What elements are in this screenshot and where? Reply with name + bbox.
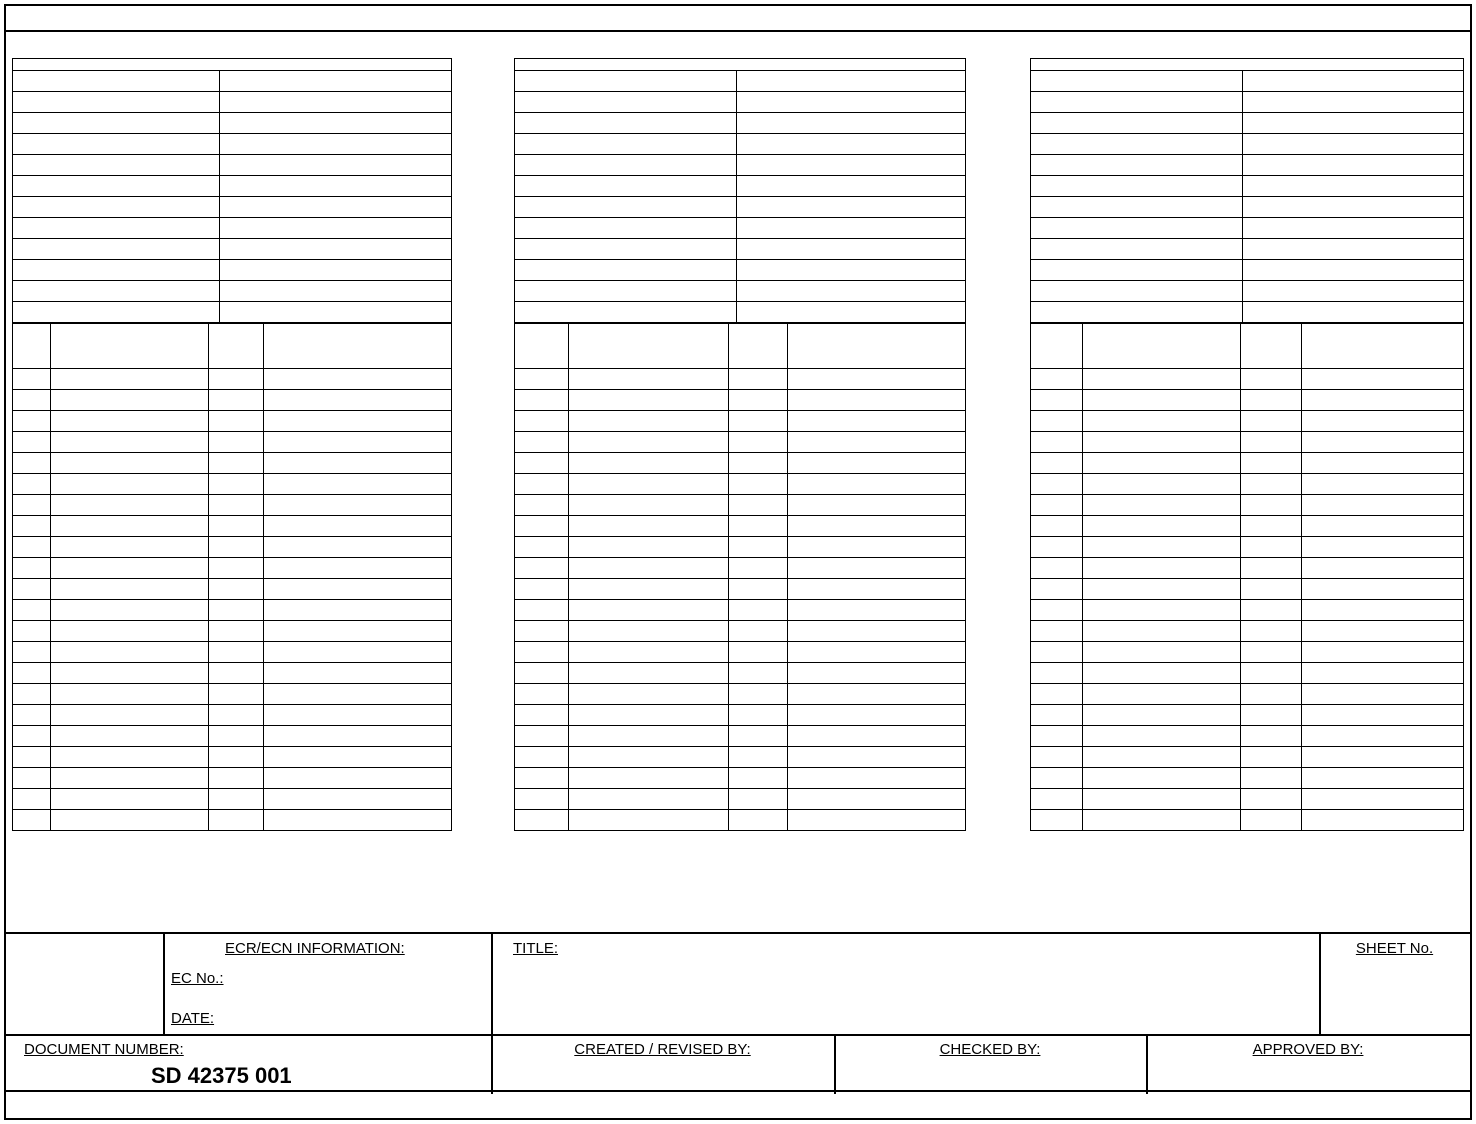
table-row[interactable] bbox=[13, 495, 452, 516]
title-block-logo-cell bbox=[6, 934, 163, 1034]
table-row[interactable] bbox=[515, 789, 966, 810]
table-row[interactable] bbox=[515, 390, 966, 411]
table-row[interactable] bbox=[1031, 768, 1464, 789]
table-row[interactable] bbox=[1031, 558, 1464, 579]
table-row[interactable] bbox=[13, 642, 452, 663]
table-row[interactable] bbox=[515, 537, 966, 558]
table-row[interactable] bbox=[515, 663, 966, 684]
revision-block-left bbox=[12, 58, 452, 831]
table-row[interactable] bbox=[515, 239, 966, 260]
table-row[interactable] bbox=[515, 71, 966, 92]
table-row[interactable] bbox=[13, 600, 452, 621]
table-row[interactable] bbox=[515, 453, 966, 474]
table-row[interactable] bbox=[515, 113, 966, 134]
sheet-no-cell[interactable] bbox=[1319, 934, 1470, 1034]
table-row[interactable] bbox=[515, 134, 966, 155]
table-row[interactable] bbox=[1031, 260, 1464, 281]
table-row[interactable] bbox=[515, 474, 966, 495]
table-row[interactable] bbox=[13, 134, 452, 155]
table-row[interactable] bbox=[1031, 302, 1464, 323]
table-row[interactable] bbox=[13, 726, 452, 747]
table-row[interactable] bbox=[13, 747, 452, 768]
revision-block-left-detail-table bbox=[12, 323, 452, 831]
table-row[interactable] bbox=[1031, 642, 1464, 663]
table-row[interactable] bbox=[1031, 432, 1464, 453]
created-revised-by-value[interactable] bbox=[491, 1064, 834, 1090]
table-row[interactable] bbox=[1031, 155, 1464, 176]
table-row[interactable] bbox=[1031, 71, 1464, 92]
document-number-cell[interactable] bbox=[6, 1036, 491, 1094]
table-row[interactable] bbox=[1031, 176, 1464, 197]
table-row[interactable] bbox=[1031, 684, 1464, 705]
approved-by-cell[interactable] bbox=[1146, 1036, 1470, 1094]
title-cell[interactable] bbox=[491, 934, 1319, 1034]
table-row[interactable] bbox=[13, 789, 452, 810]
revision-block-right bbox=[1030, 58, 1464, 831]
table-row[interactable] bbox=[1031, 726, 1464, 747]
revision-block-center bbox=[514, 58, 966, 831]
table-row[interactable] bbox=[1031, 810, 1464, 831]
revision-block-center-cap bbox=[514, 58, 966, 70]
table-row[interactable] bbox=[515, 155, 966, 176]
table-row[interactable] bbox=[13, 197, 452, 218]
table-row[interactable] bbox=[1031, 453, 1464, 474]
table-row[interactable] bbox=[13, 113, 452, 134]
table-row[interactable] bbox=[515, 281, 966, 302]
table-row[interactable] bbox=[515, 768, 966, 789]
table-row[interactable] bbox=[515, 705, 966, 726]
table-row[interactable] bbox=[13, 558, 452, 579]
title-value[interactable] bbox=[581, 940, 1301, 1020]
table-row[interactable] bbox=[515, 176, 966, 197]
date-value[interactable] bbox=[225, 1010, 473, 1028]
table-row[interactable] bbox=[13, 579, 452, 600]
title-label: TITLE: bbox=[513, 940, 559, 957]
table-row[interactable] bbox=[1031, 663, 1464, 684]
revision-block-left-cap bbox=[12, 58, 452, 70]
sheet-no-label: SHEET No. bbox=[1355, 940, 1434, 957]
table-row[interactable] bbox=[1031, 113, 1464, 134]
table-row[interactable] bbox=[515, 92, 966, 113]
created-revised-by-cell[interactable] bbox=[491, 1036, 834, 1094]
table-row[interactable] bbox=[1031, 369, 1464, 390]
table-row[interactable] bbox=[13, 768, 452, 789]
table-row[interactable] bbox=[13, 369, 452, 390]
table-row[interactable] bbox=[515, 516, 966, 537]
table-row[interactable] bbox=[1031, 239, 1464, 260]
table-row[interactable] bbox=[13, 663, 452, 684]
table-row[interactable] bbox=[13, 453, 452, 474]
table-row[interactable] bbox=[1031, 789, 1464, 810]
table-row[interactable] bbox=[13, 810, 452, 831]
table-row[interactable] bbox=[13, 684, 452, 705]
table-row[interactable] bbox=[1031, 281, 1464, 302]
revision-block-center-header-table bbox=[514, 70, 966, 323]
checked-by-value[interactable] bbox=[834, 1064, 1146, 1090]
document-number-value[interactable]: SD 42375 001 bbox=[151, 1063, 292, 1088]
checked-by-cell[interactable] bbox=[834, 1036, 1146, 1094]
table-row[interactable] bbox=[515, 642, 966, 663]
title-block-upper-row bbox=[6, 934, 1470, 1034]
ec-no-value[interactable] bbox=[233, 970, 473, 988]
table-row[interactable] bbox=[13, 302, 452, 323]
table-row[interactable] bbox=[13, 432, 452, 453]
date-label: DATE: bbox=[171, 1010, 215, 1027]
document-number-label: DOCUMENT NUMBER: bbox=[24, 1041, 184, 1058]
table-row[interactable] bbox=[515, 558, 966, 579]
table-row[interactable] bbox=[1031, 411, 1464, 432]
revision-block-left-header-table bbox=[12, 70, 452, 323]
table-row[interactable] bbox=[515, 432, 966, 453]
table-row[interactable] bbox=[1031, 516, 1464, 537]
revision-block-right-detail-table bbox=[1030, 323, 1464, 831]
table-row[interactable] bbox=[13, 176, 452, 197]
drawing-border-bottom-strip bbox=[4, 1090, 1472, 1120]
title-block-lower-row bbox=[6, 1034, 1470, 1092]
table-row[interactable] bbox=[515, 621, 966, 642]
table-row[interactable] bbox=[1031, 705, 1464, 726]
table-row[interactable] bbox=[1031, 324, 1464, 369]
table-row[interactable] bbox=[13, 411, 452, 432]
table-row[interactable] bbox=[1031, 218, 1464, 239]
table-row[interactable] bbox=[13, 705, 452, 726]
approved-by-label: APPROVED BY: bbox=[1252, 1041, 1364, 1058]
sheet-no-value[interactable] bbox=[1319, 974, 1470, 1014]
table-row[interactable] bbox=[515, 747, 966, 768]
table-row[interactable] bbox=[13, 92, 452, 113]
table-row[interactable] bbox=[13, 218, 452, 239]
table-row[interactable] bbox=[1031, 92, 1464, 113]
ecr-ecn-heading: ECR/ECN INFORMATION: bbox=[225, 940, 405, 957]
ecr-ecn-cell[interactable] bbox=[163, 934, 491, 1034]
revision-block-right-header-table bbox=[1030, 70, 1464, 323]
table-row[interactable] bbox=[1031, 474, 1464, 495]
table-row[interactable] bbox=[515, 218, 966, 239]
table-row[interactable] bbox=[515, 197, 966, 218]
revision-block-right-cap bbox=[1030, 58, 1464, 70]
table-row[interactable] bbox=[13, 239, 452, 260]
table-row[interactable] bbox=[13, 621, 452, 642]
table-row[interactable] bbox=[13, 281, 452, 302]
table-row[interactable] bbox=[13, 474, 452, 495]
table-row[interactable] bbox=[515, 302, 966, 323]
table-row[interactable] bbox=[515, 495, 966, 516]
table-row[interactable] bbox=[1031, 495, 1464, 516]
table-row[interactable] bbox=[515, 579, 966, 600]
ec-no-label: EC No.: bbox=[171, 970, 224, 987]
table-row[interactable] bbox=[13, 260, 452, 281]
approved-by-value[interactable] bbox=[1146, 1064, 1470, 1090]
table-row[interactable] bbox=[1031, 134, 1464, 155]
table-row[interactable] bbox=[515, 411, 966, 432]
table-row[interactable] bbox=[13, 390, 452, 411]
table-row[interactable] bbox=[13, 71, 452, 92]
revision-block-center-detail-table bbox=[514, 323, 966, 831]
table-row[interactable] bbox=[1031, 621, 1464, 642]
table-row[interactable] bbox=[515, 684, 966, 705]
table-row[interactable] bbox=[1031, 579, 1464, 600]
table-row[interactable] bbox=[515, 324, 966, 369]
table-row[interactable] bbox=[13, 324, 452, 369]
table-row[interactable] bbox=[515, 369, 966, 390]
drawing-border-top-strip bbox=[4, 4, 1472, 32]
table-row[interactable] bbox=[1031, 197, 1464, 218]
table-row[interactable] bbox=[13, 155, 452, 176]
checked-by-label: CHECKED BY: bbox=[939, 1041, 1041, 1058]
table-row[interactable] bbox=[13, 516, 452, 537]
table-row[interactable] bbox=[515, 810, 966, 831]
table-row[interactable] bbox=[515, 726, 966, 747]
table-row[interactable] bbox=[515, 260, 966, 281]
table-row[interactable] bbox=[1031, 390, 1464, 411]
created-revised-by-label: CREATED / REVISED BY: bbox=[574, 1041, 751, 1058]
title-block bbox=[6, 932, 1470, 1090]
table-row[interactable] bbox=[515, 600, 966, 621]
table-row[interactable] bbox=[1031, 600, 1464, 621]
table-row[interactable] bbox=[1031, 537, 1464, 558]
table-row[interactable] bbox=[1031, 747, 1464, 768]
table-row[interactable] bbox=[13, 537, 452, 558]
